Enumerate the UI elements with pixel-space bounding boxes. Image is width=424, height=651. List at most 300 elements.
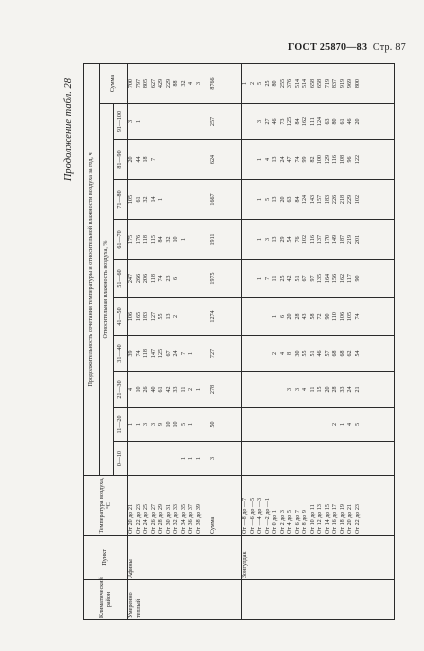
value: 10 bbox=[173, 236, 179, 243]
total-value: 278 bbox=[210, 384, 216, 395]
value: 46 bbox=[317, 350, 324, 357]
value bbox=[196, 337, 204, 370]
value: 20 bbox=[128, 156, 134, 163]
value bbox=[242, 105, 250, 138]
value: 32 bbox=[165, 236, 172, 243]
humidity-column bbox=[128, 180, 242, 220]
value: 118 bbox=[150, 274, 157, 283]
value: 125 bbox=[158, 348, 164, 359]
value: 51 bbox=[294, 275, 301, 282]
total-value: 624 bbox=[210, 154, 216, 165]
value bbox=[340, 443, 348, 474]
value: 2 bbox=[272, 351, 279, 356]
value: 105 bbox=[128, 194, 134, 205]
value: 102 bbox=[354, 194, 361, 205]
temperature-range: От —4 до —3 bbox=[257, 497, 264, 534]
humidity-bin-header: 51—60 bbox=[114, 260, 128, 298]
value bbox=[196, 409, 204, 440]
value bbox=[242, 337, 250, 370]
value: 805 bbox=[143, 78, 149, 89]
value bbox=[242, 141, 250, 178]
temperature-range: От 20 до 21 bbox=[347, 504, 354, 534]
value: 1 bbox=[257, 276, 264, 281]
value: 44 bbox=[135, 156, 142, 163]
value bbox=[302, 443, 310, 474]
value: 84 bbox=[158, 236, 164, 243]
value bbox=[166, 181, 174, 218]
value: 102 bbox=[302, 234, 309, 245]
value: 13 bbox=[165, 313, 172, 320]
value bbox=[181, 299, 189, 334]
value: 3 bbox=[128, 119, 134, 124]
temperature-range: От 22 до 23 bbox=[354, 504, 361, 534]
value: 266 bbox=[135, 273, 142, 284]
value bbox=[181, 105, 189, 138]
value bbox=[166, 141, 174, 178]
value: 62 bbox=[347, 350, 354, 357]
temperature-range: От 32 до 33 bbox=[173, 504, 179, 534]
value: 3 bbox=[287, 387, 294, 392]
value: 99 bbox=[302, 156, 309, 163]
value bbox=[188, 141, 196, 178]
value: 7 bbox=[150, 157, 157, 162]
value bbox=[265, 409, 273, 440]
value: 969 bbox=[347, 78, 354, 89]
value: 2 bbox=[173, 314, 179, 319]
value: 125 bbox=[287, 116, 294, 127]
humidity-column bbox=[128, 220, 242, 260]
value bbox=[196, 299, 204, 334]
total-value: 3 bbox=[210, 456, 216, 461]
value: 115 bbox=[150, 235, 157, 244]
value: 1 bbox=[180, 456, 187, 461]
standard-code: ГОСТ 25870—83 bbox=[287, 42, 368, 53]
value: 4 bbox=[279, 351, 286, 356]
value: 72 bbox=[317, 313, 324, 320]
value: 80 bbox=[272, 80, 279, 87]
value: 106 bbox=[128, 311, 134, 322]
temperature-range: От 36 до 37 bbox=[188, 504, 194, 534]
value: 627 bbox=[150, 78, 157, 89]
value bbox=[250, 409, 258, 440]
value: 84 bbox=[294, 118, 301, 125]
value: 74 bbox=[354, 313, 361, 320]
total-value: 50 bbox=[210, 421, 216, 428]
value: 14 bbox=[150, 196, 157, 203]
value bbox=[173, 141, 181, 178]
value: 1 bbox=[257, 157, 264, 162]
value: 3 bbox=[143, 422, 149, 427]
value: 719 bbox=[324, 78, 331, 89]
value: 28 bbox=[332, 386, 339, 393]
value: 4 bbox=[347, 422, 354, 427]
value: 118 bbox=[143, 235, 149, 244]
value: 90 bbox=[354, 275, 361, 282]
value: 55 bbox=[158, 313, 164, 320]
value bbox=[242, 221, 250, 258]
value bbox=[265, 443, 273, 474]
value: 219 bbox=[347, 234, 354, 245]
value: 1 bbox=[242, 81, 249, 86]
value bbox=[317, 443, 325, 474]
value: 116 bbox=[309, 235, 316, 244]
value: 10 bbox=[165, 421, 172, 428]
value bbox=[257, 337, 265, 370]
value bbox=[257, 409, 265, 440]
value: 3 bbox=[257, 119, 264, 124]
value bbox=[280, 443, 288, 474]
value: 97 bbox=[309, 275, 316, 282]
continuation-title: Продолжение табл. 28 bbox=[63, 78, 74, 182]
header-humidity: Относительная влажность воздуха, % bbox=[100, 104, 114, 476]
total-value: 1274 bbox=[210, 310, 216, 323]
value: 6 bbox=[173, 276, 179, 281]
value bbox=[242, 409, 250, 440]
value: 187 bbox=[339, 234, 346, 245]
temperature-range: От 38 до 39 bbox=[195, 504, 202, 534]
value bbox=[242, 443, 250, 474]
humidity-bin-header: 61—70 bbox=[114, 220, 128, 260]
temperature-range: От 18 до 19 bbox=[339, 504, 346, 534]
value bbox=[257, 299, 265, 334]
humidity-column bbox=[128, 140, 242, 180]
humidity-bin-header: 21—30 bbox=[114, 372, 128, 408]
value: 61 bbox=[135, 196, 142, 203]
value: 7 bbox=[180, 351, 187, 356]
temperature-range: От 16 до 17 bbox=[332, 504, 339, 534]
value bbox=[136, 443, 144, 474]
value bbox=[272, 373, 280, 406]
value: 919 bbox=[339, 78, 346, 89]
value bbox=[242, 261, 250, 296]
humidity-column bbox=[128, 336, 242, 372]
value bbox=[196, 105, 204, 138]
value bbox=[143, 443, 151, 474]
value bbox=[158, 443, 166, 474]
humidity-column bbox=[242, 298, 395, 336]
value: 18 bbox=[143, 156, 149, 163]
value: 84 bbox=[294, 196, 301, 203]
temperature-range: От 26 до 27 bbox=[150, 504, 157, 534]
value: 157 bbox=[317, 194, 324, 205]
value: 3 bbox=[195, 81, 202, 86]
value bbox=[272, 409, 280, 440]
value bbox=[355, 443, 363, 474]
value: 4 bbox=[128, 387, 134, 392]
value bbox=[287, 443, 295, 474]
value: 1 bbox=[188, 422, 194, 427]
value bbox=[257, 373, 265, 406]
value bbox=[242, 373, 250, 406]
value: 1 bbox=[180, 237, 187, 242]
temperature-range: От 12 до 13 bbox=[317, 504, 324, 534]
temperature-range: От 14 до 15 bbox=[324, 504, 331, 534]
value: 116 bbox=[332, 155, 339, 164]
value: 46 bbox=[272, 118, 279, 125]
value: 20 bbox=[354, 118, 361, 125]
value: 201 bbox=[354, 234, 361, 245]
value: 429 bbox=[158, 78, 164, 89]
humidity-column bbox=[242, 104, 395, 140]
humidity-column bbox=[128, 104, 242, 140]
value: 176 bbox=[135, 234, 142, 245]
value: 658 bbox=[309, 78, 316, 89]
value: 5 bbox=[264, 197, 271, 202]
value bbox=[265, 299, 273, 334]
value: 376 bbox=[287, 78, 294, 89]
value bbox=[173, 443, 181, 474]
value: 122 bbox=[354, 154, 361, 165]
value: 165 bbox=[135, 311, 142, 322]
value: 68 bbox=[339, 350, 346, 357]
value: 13 bbox=[272, 236, 279, 243]
value: 13 bbox=[272, 156, 279, 163]
value bbox=[265, 337, 273, 370]
value: 1 bbox=[195, 387, 202, 392]
value: 15 bbox=[317, 386, 324, 393]
value bbox=[295, 443, 303, 474]
value: 54 bbox=[287, 236, 294, 243]
value bbox=[347, 443, 355, 474]
value: 108 bbox=[339, 154, 346, 165]
value bbox=[250, 141, 258, 178]
value bbox=[310, 409, 318, 440]
humidity-column bbox=[242, 180, 395, 220]
value: 135 bbox=[317, 273, 324, 284]
rotated-table-page bbox=[63, 64, 395, 620]
value: 25 bbox=[264, 80, 271, 87]
value: 39 bbox=[128, 350, 134, 357]
value: 32 bbox=[180, 80, 187, 87]
value: 25 bbox=[279, 275, 286, 282]
value: 1 bbox=[339, 422, 346, 427]
row-sum-column bbox=[128, 63, 242, 103]
table-row bbox=[242, 63, 395, 619]
value: 27 bbox=[264, 118, 271, 125]
value: 1 bbox=[257, 237, 264, 242]
value: 156 bbox=[332, 273, 339, 284]
value: 162 bbox=[302, 116, 309, 127]
value: 1 bbox=[128, 422, 134, 427]
humidity-column bbox=[128, 442, 242, 476]
value: 68 bbox=[332, 350, 339, 357]
value bbox=[181, 261, 189, 296]
value: 67 bbox=[302, 275, 309, 282]
temperature-range: От —2 до —1 bbox=[264, 497, 271, 534]
temperature-list bbox=[128, 476, 242, 536]
humidity-column bbox=[128, 298, 242, 336]
temperature-range: От 0 до 1 bbox=[272, 510, 279, 534]
value: 658 bbox=[317, 78, 324, 89]
value: 226 bbox=[332, 194, 339, 205]
value bbox=[250, 261, 258, 296]
value: 30 bbox=[294, 350, 301, 357]
value: 20 bbox=[287, 313, 294, 320]
value bbox=[128, 443, 136, 474]
value: 82 bbox=[309, 156, 316, 163]
temperature-range: От 22 до 23 bbox=[135, 504, 142, 534]
value: 118 bbox=[143, 349, 149, 358]
value bbox=[188, 221, 196, 258]
value bbox=[317, 409, 325, 440]
table-row bbox=[128, 63, 242, 619]
value: 63 bbox=[287, 196, 294, 203]
header-sum: Сумма bbox=[100, 63, 128, 103]
value: 24 bbox=[173, 350, 179, 357]
value: 74 bbox=[294, 156, 301, 163]
value: 2 bbox=[188, 387, 194, 392]
value: 57 bbox=[324, 350, 331, 357]
value bbox=[188, 105, 196, 138]
total-value: 257 bbox=[210, 116, 216, 127]
value bbox=[302, 409, 310, 440]
value bbox=[250, 443, 258, 474]
value: 1 bbox=[257, 197, 264, 202]
value: 162 bbox=[339, 273, 346, 284]
value: 88 bbox=[173, 80, 179, 87]
temperature-range: От —6 до —5 bbox=[249, 497, 256, 534]
temperature-range: От 34 до 35 bbox=[180, 504, 187, 534]
page-header bbox=[0, 42, 424, 53]
value: 170 bbox=[324, 234, 331, 245]
value: 3 bbox=[264, 237, 271, 242]
value: 40 bbox=[150, 386, 157, 393]
total-value: 727 bbox=[210, 348, 216, 359]
value bbox=[173, 105, 181, 138]
humidity-column bbox=[128, 408, 242, 442]
value: 4 bbox=[264, 157, 271, 162]
value bbox=[158, 105, 166, 138]
value bbox=[250, 221, 258, 258]
value: 700 bbox=[128, 78, 134, 89]
value bbox=[257, 443, 265, 474]
value: 1 bbox=[195, 456, 202, 461]
value: 1 bbox=[272, 314, 279, 319]
value bbox=[280, 373, 288, 406]
humidity-bin-header: 41—50 bbox=[114, 298, 128, 336]
temperature-list bbox=[242, 476, 395, 536]
value bbox=[151, 443, 159, 474]
value: 13 bbox=[272, 196, 279, 203]
value: 73 bbox=[279, 118, 286, 125]
temperature-range: От —8 до —7 bbox=[242, 497, 249, 534]
value bbox=[158, 141, 166, 178]
total-value: 8766 bbox=[210, 77, 216, 90]
value: 110 bbox=[332, 312, 339, 321]
point-cell: Афины bbox=[128, 536, 242, 580]
humidity-column bbox=[242, 442, 395, 476]
value bbox=[295, 409, 303, 440]
value: 229 bbox=[347, 194, 354, 205]
value: 90 bbox=[324, 313, 331, 320]
value: 129 bbox=[324, 154, 331, 165]
value bbox=[250, 337, 258, 370]
row-sum-column bbox=[242, 63, 395, 103]
value: 20 bbox=[279, 196, 286, 203]
value: 24 bbox=[347, 386, 354, 393]
humidity-bin-header: 31—40 bbox=[114, 336, 128, 372]
value: 147 bbox=[150, 348, 157, 359]
value: 3 bbox=[294, 387, 301, 392]
value: 9 bbox=[158, 422, 164, 427]
humidity-bin-header: 81—90 bbox=[114, 140, 128, 180]
value: 247 bbox=[128, 273, 134, 284]
temperature-range: От 6 до 7 bbox=[294, 510, 301, 534]
value bbox=[250, 105, 258, 138]
humidity-bin-header: 0—10 bbox=[114, 442, 128, 476]
value: 96 bbox=[347, 156, 354, 163]
value: 76 bbox=[294, 236, 301, 243]
value: 1 bbox=[158, 197, 164, 202]
value: 218 bbox=[339, 194, 346, 205]
value: 10 bbox=[135, 386, 142, 393]
value: 33 bbox=[339, 386, 346, 393]
value: 2 bbox=[332, 422, 339, 427]
value bbox=[310, 443, 318, 474]
value: 80 bbox=[332, 118, 339, 125]
point-cell: Зонгулдак bbox=[242, 536, 395, 580]
value: 11 bbox=[272, 275, 279, 282]
value bbox=[196, 261, 204, 296]
value: 137 bbox=[317, 234, 324, 245]
humidity-column bbox=[242, 220, 395, 260]
value bbox=[250, 181, 258, 218]
value: 5 bbox=[257, 81, 264, 86]
temperature-range: От 4 до 5 bbox=[287, 510, 294, 534]
value: 11 bbox=[309, 386, 316, 393]
value bbox=[265, 373, 273, 406]
zone-cell bbox=[242, 580, 395, 620]
value: 33 bbox=[173, 386, 179, 393]
value: 2 bbox=[249, 81, 256, 86]
value bbox=[188, 181, 196, 218]
header-temperature: Температура воздуха, °С bbox=[84, 476, 128, 536]
humidity-bin-header: 11—20 bbox=[114, 408, 128, 442]
humidity-column bbox=[242, 260, 395, 298]
value bbox=[242, 299, 250, 334]
value: 28 bbox=[294, 313, 301, 320]
value: 206 bbox=[143, 273, 149, 284]
value: 42 bbox=[165, 386, 172, 393]
value bbox=[188, 261, 196, 296]
value: 127 bbox=[150, 311, 157, 322]
value: 47 bbox=[287, 156, 294, 163]
value: 117 bbox=[347, 274, 354, 283]
value: 4 bbox=[188, 81, 194, 86]
value: 175 bbox=[128, 234, 134, 245]
temperature-range: От 10 до 11 bbox=[309, 504, 316, 534]
value: 20 bbox=[324, 386, 331, 393]
value bbox=[143, 105, 151, 138]
temperature-range: От 24 до 25 bbox=[143, 504, 149, 534]
value: 149 bbox=[332, 234, 339, 245]
value: 63 bbox=[324, 118, 331, 125]
humidity-bin-header: 91—100 bbox=[114, 104, 128, 140]
sum-label: Сумма bbox=[210, 516, 216, 534]
humidity-bin-header: 71—80 bbox=[114, 180, 128, 220]
zone-cell: Умеренно теплый bbox=[128, 580, 242, 620]
value: 29 bbox=[279, 236, 286, 243]
value: 106 bbox=[339, 311, 346, 322]
value: 100 bbox=[317, 154, 324, 165]
temperature-range: От 8 до 9 bbox=[302, 510, 309, 534]
value: 800 bbox=[354, 78, 361, 89]
value: 183 bbox=[324, 194, 331, 205]
temperature-range: От 20 до 21 bbox=[128, 504, 134, 534]
value bbox=[325, 443, 333, 474]
value: 54 bbox=[354, 350, 361, 357]
value bbox=[151, 105, 159, 138]
